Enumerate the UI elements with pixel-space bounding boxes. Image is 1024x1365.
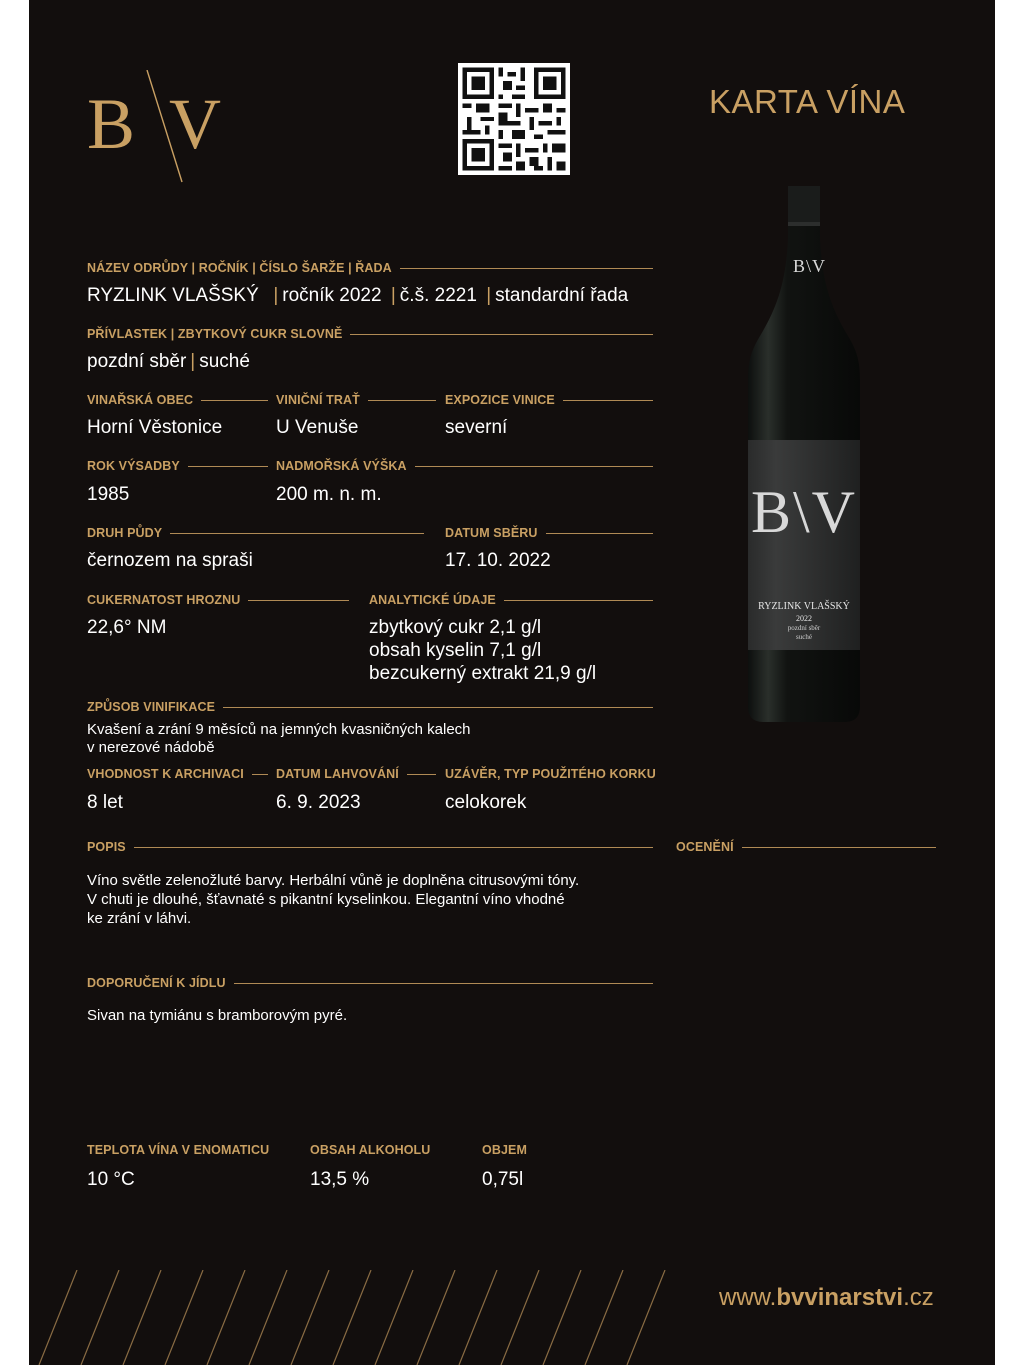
description-line-1: Víno světle zelenožluté barvy. Herbální vůně je doplněna citrusovými tóny.: [87, 872, 580, 889]
serving-temp-value: 10 °C: [87, 1169, 135, 1190]
sugar-word-value: suché: [199, 351, 250, 372]
bottle-label-year: 2022: [796, 614, 812, 623]
altitude-value: 200 m. n. m.: [276, 484, 382, 505]
attribute-value-line: pozdní sběr | suché: [87, 351, 250, 372]
closure-label: UZÁVĚR, TYP POUŽITÉHO KORKU: [445, 767, 656, 781]
svg-text:V: V: [169, 84, 221, 164]
soil-label: DRUH PŮDY: [87, 526, 424, 540]
analytics-residual-sugar: zbytkový cukr 2,1 g/l: [369, 617, 542, 638]
volume-label: OBJEM: [482, 1143, 527, 1157]
bottle-neck-logo: B\V: [793, 256, 827, 276]
attribute-value: pozdní sběr: [87, 351, 187, 372]
village-label: VINAŘSKÁ OBEC: [87, 393, 268, 407]
alcohol-label: OBSAH ALKOHOLU: [310, 1143, 431, 1157]
must-weight-label: CUKERNATOST HROZNU: [87, 593, 349, 607]
archive-value: 8 let: [87, 792, 123, 813]
vineyard-value: U Venuše: [276, 417, 359, 438]
altitude-label: NADMOŘSKÁ VÝŠKA: [276, 459, 653, 473]
bottling-date-value: 6. 9. 2023: [276, 792, 361, 813]
food-pairing-label: DOPORUČENÍ K JÍDLU: [87, 976, 653, 990]
exposure-value: severní: [445, 417, 508, 438]
vintage-value: ročník 2022: [282, 285, 382, 306]
bottling-date-label: DATUM LAHVOVÁNÍ: [276, 767, 436, 781]
svg-text:B: B: [87, 84, 136, 164]
website-link[interactable]: www.bvvinarstvi.cz: [719, 1284, 934, 1311]
analytics-label: ANALYTICKÉ ÚDAJE: [369, 593, 653, 607]
closure-value: celokorek: [445, 792, 527, 813]
planting-year-label: ROK VÝSADBY: [87, 459, 268, 473]
village-value: Horní Věstonice: [87, 417, 223, 438]
bottle-label-sugar: suché: [796, 633, 812, 641]
soil-value: černozem na spraši: [87, 550, 253, 571]
harvest-date-label: DATUM SBĚRU: [445, 526, 653, 540]
attribute-label: PŘÍVLASTEK | ZBYTKOVÝ CUKR SLOVNĚ: [87, 327, 653, 341]
archive-label: VHODNOST K ARCHIVACI: [87, 767, 268, 781]
decorative-stripes: [29, 1270, 679, 1365]
bottle-label-attribute: pozdní sběr: [787, 624, 821, 632]
name-label: NÁZEV ODRŮDY | ROČNÍK | ČÍSLO ŠARŽE | ŘADA: [87, 261, 653, 275]
bottle-label-logo: B\V: [750, 479, 858, 545]
description-line-2: V chuti je dlouhé, šťavnaté s pikantní kyselinkou. Elegantní víno vhodné: [87, 891, 565, 908]
vinification-label: ZPŮSOB VINIFIKACE: [87, 700, 653, 714]
description-line-3: ke zrání v láhvi.: [87, 910, 192, 927]
exposure-label: EXPOZICE VINICE: [445, 393, 653, 407]
batch-value: č.š. 2221: [399, 285, 477, 306]
vinification-line-2: v nerezové nádobě: [87, 739, 215, 756]
vinification-line-1: Kvašení a zrání 9 měsíců na jemných kvasničných kalech: [87, 721, 471, 738]
volume-value: 0,75l: [482, 1169, 524, 1190]
name-value-line: RYZLINK VLAŠSKÝ | ročník 2022 | č.š. 2221 | standardní řada: [87, 285, 629, 306]
alcohol-value: 13,5 %: [310, 1169, 370, 1190]
description-label: POPIS: [87, 840, 653, 854]
awards-label: OCENĚNÍ: [676, 840, 936, 854]
vineyard-label: VINIČNÍ TRAŤ: [276, 393, 436, 407]
harvest-date-value: 17. 10. 2022: [445, 550, 551, 571]
must-weight-value: 22,6° NM: [87, 617, 167, 638]
page-title: KARTA VÍNA: [709, 83, 906, 120]
analytics-acidity: obsah kyselin 7,1 g/l: [369, 640, 542, 661]
series-value: standardní řada: [495, 285, 629, 306]
wine-card: [29, 0, 995, 1365]
planting-year-value: 1985: [87, 484, 130, 505]
bottle-label-variety: RYZLINK VLAŠSKÝ: [758, 601, 850, 612]
serving-temp-label: TEPLOTA VÍNA V ENOMATICU: [87, 1143, 270, 1157]
brand-logo: [87, 70, 237, 190]
variety-value: RYZLINK VLAŠSKÝ: [87, 285, 259, 306]
analytics-extract: bezcukerný extrakt 21,9 g/l: [369, 663, 597, 684]
food-pairing-value: Sivan na tymiánu s bramborovým pyré.: [87, 1007, 348, 1024]
qr-code-icon[interactable]: [458, 63, 570, 175]
